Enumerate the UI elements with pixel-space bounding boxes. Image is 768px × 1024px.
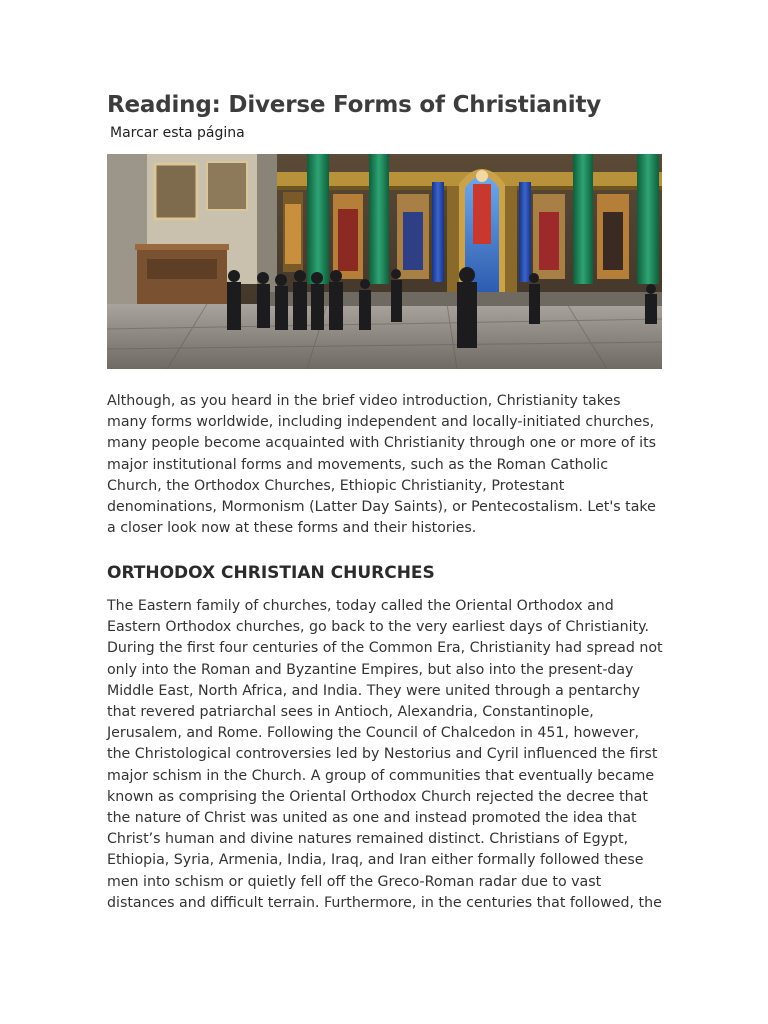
bookmark-link[interactable]: Marcar esta página [110,125,245,141]
section-paragraph: The Eastern family of churches, today called the Oriental Orthodox and Eastern Orthodox churches, go back to the very earliest days of Christianity. During the first four centuries of the Common Era, Christianity had spread not only into the Roman and Byzantine Empires, but also into the present-day Middle East, North Africa, and India. They were united through a pentarchy that revered patriarchal sees in Antioch, Alexandria, Constantinople, Jerusalem, and Rome. Following the Council of Chalcedon in 451, however, the Christological controversies led by Nestorius and Cyril influenced the first major schism in the Church. A group of communities that eventually became known as comprising the Oriental Orthodox Church rejected the decree that the nature of Christ was united as one and instead promoted the idea that Christ’s human and divine natures remained distinct. Christians of Egypt, Ethiopia, Syria, Armenia, India, Iraq, and Iran either formally followed these men into schism or quietly fell off the Greco-Roman radar due to vast distances and difficult terrain. Furthermore, in the centuries that followed, the [107,598,663,911]
section-heading: ORTHODOX CHRISTIAN CHURCHES [107,563,435,583]
page-title: Reading: Diverse Forms of Christianity [107,92,602,118]
hero-image [107,154,662,369]
intro-paragraph: Although, as you heard in the brief video introduction, Christianity takes many forms worldwide, including independent and locally-initiated churches, many people become acquainted with Christianity through one or more of its major institutional forms and movements, such as the Roman Catholic Church, the Orthodox Churches, Ethiopic Christianity, Protestant denominations, Mormonism (Latter Day Saints), or Pentecostalism. Let's take a closer look now at these forms and their histories. [107,393,657,537]
cathedral-interior-image [107,154,662,369]
